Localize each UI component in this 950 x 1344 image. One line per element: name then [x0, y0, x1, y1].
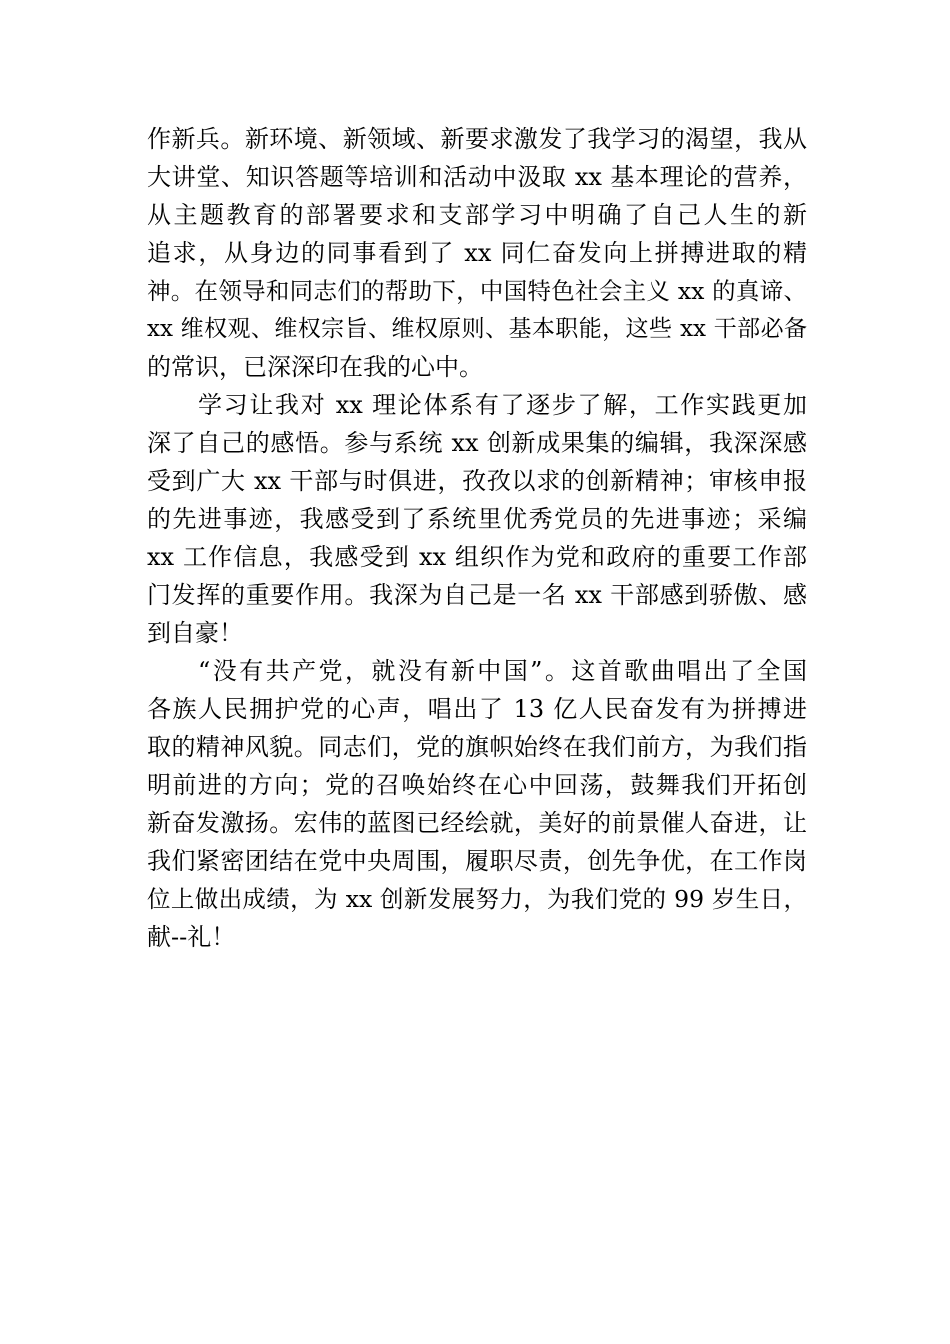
text-line: 我们紧密团结在党中央周围，履职尽责，创先争优，在工作岗 — [147, 847, 807, 875]
text-line: 深了自己的感悟。参与系统 xx 创新成果集的编辑，我深深感 — [147, 429, 807, 457]
text-line: 的先进事迹，我感受到了系统里优秀党员的先进事迹；采编 — [147, 505, 807, 533]
text-line: 大讲堂、知识答题等培训和活动中汲取 xx 基本理论的营养， — [147, 163, 807, 191]
text-line: 追求，从身边的同事看到了 xx 同仁奋发向上拼搏进取的精 — [147, 239, 807, 267]
text-line: 作新兵。新环境、新领域、新要求激发了我学习的渴望，我从 — [147, 125, 807, 153]
text-line: 献--礼！ — [147, 923, 236, 951]
text-line: 位上做出成绩，为 xx 创新发展努力，为我们党的 99 岁生日， — [147, 885, 807, 913]
text-line: 从主题教育的部署要求和支部学习中明确了自己人生的新 — [147, 201, 807, 229]
text-line: 到自豪！ — [147, 619, 243, 647]
text-line: 取的精神风貌。同志们，党的旗帜始终在我们前方，为我们指 — [147, 733, 807, 761]
text-line: 新奋发激扬。宏伟的蓝图已经绘就，美好的前景催人奋进，让 — [147, 809, 807, 837]
text-line: 门发挥的重要作用。我深为自己是一名 xx 干部感到骄傲、感 — [147, 581, 807, 609]
paragraph-first-line: “没有共产党，就没有新中国”。这首歌曲唱出了全国 — [198, 657, 807, 685]
text-line: xx 工作信息，我感受到 xx 组织作为党和政府的重要工作部 — [147, 543, 807, 571]
text-line: 明前进的方向；党的召唤始终在心中回荡，鼓舞我们开拓创 — [147, 771, 807, 799]
text-line: 受到广大 xx 干部与时俱进，孜孜以求的创新精神；审核申报 — [147, 467, 807, 495]
paragraph-first-line: 学习让我对 xx 理论体系有了逐步了解，工作实践更加 — [198, 391, 807, 419]
text-line: 各族人民拥护党的心声，唱出了 13 亿人民奋发有为拼搏进 — [147, 695, 807, 723]
text-line: 的常识，已深深印在我的心中。 — [147, 353, 483, 381]
text-line: xx 维权观、维权宗旨、维权原则、基本职能，这些 xx 干部必备 — [147, 316, 807, 342]
text-line: 神。在领导和同志们的帮助下，中国特色社会主义 xx 的真谛、 — [147, 277, 807, 305]
